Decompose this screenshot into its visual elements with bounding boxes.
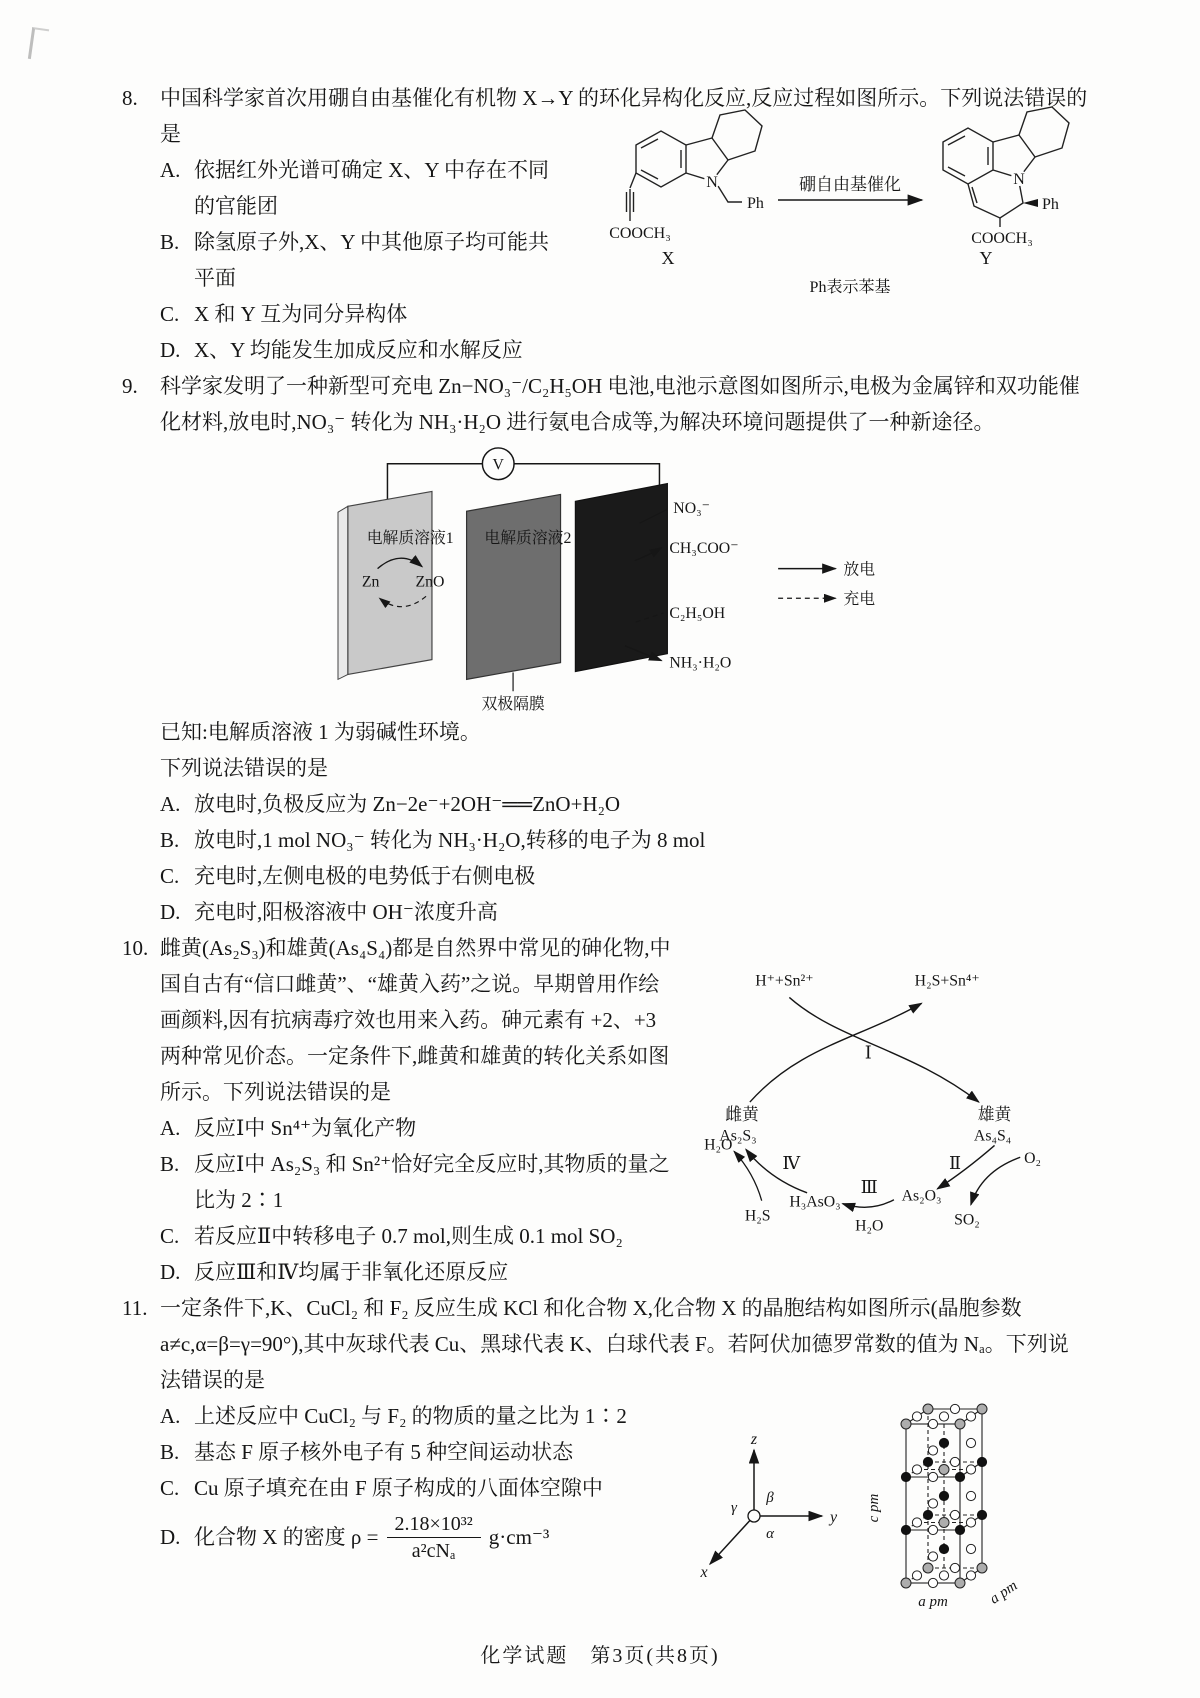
option-8a-label: A. — [160, 158, 181, 182]
option-11a-label: A. — [160, 1404, 181, 1428]
a-dimension-side-label: a pm — [987, 1577, 1021, 1608]
gamma-label: γ — [731, 1500, 737, 1516]
question-9-known: 已知:电解质溶液 1 为弱碱性环境。 — [160, 720, 481, 744]
option-10d-text: 反应Ⅲ和Ⅳ均属于非氧化还原反应 — [194, 1260, 509, 1284]
reaction-2-label: Ⅱ — [949, 1153, 962, 1174]
zno-label: ZnO — [415, 573, 445, 591]
option-9a-label: A. — [160, 792, 181, 816]
option-11c-label: C. — [160, 1476, 180, 1500]
alpha-label: α — [766, 1526, 774, 1542]
molecule-y-caption: Y — [979, 248, 993, 268]
option-9b — [122, 822, 1088, 858]
question-9-stem — [122, 368, 1088, 440]
reaction-1-label: Ⅰ — [864, 1042, 872, 1063]
h3aso3-label: H₃AsO₃ — [789, 1193, 841, 1211]
question-8-stem-text: 中国科学家首次用硼自由基催化有机物 X→Y 的环化异构化反应,反应过程如图所示。下列说法错误的是 — [160, 86, 1088, 146]
phenyl-note: Ph表示苯基 — [809, 279, 891, 296]
catalyst-label: 硼自由基催化 — [799, 175, 901, 194]
option-10b-label: B. — [160, 1152, 180, 1176]
option-10c-label: C. — [160, 1224, 180, 1248]
option-11d-prefix: 化合物 X 的密度 ρ = — [194, 1525, 379, 1549]
ethanol-label: C₂H₅OH — [669, 605, 726, 623]
o2-to-so2-curve — [971, 1157, 1020, 1204]
option-9d-text: 充电时,阳极溶液中 OH⁻浓度升高 — [194, 900, 498, 924]
product-h2s-sn4-label: H₂S+Sn⁴⁺ — [914, 972, 980, 990]
option-10d-label: D. — [160, 1260, 181, 1284]
question-10-number: 10. — [122, 936, 149, 960]
reactant-hsn2-label: H⁺+Sn²⁺ — [755, 972, 814, 990]
option-8b — [122, 224, 564, 296]
rxn3-arrow — [843, 1200, 894, 1208]
option-9a-text: 放电时,负极反应为 Zn−2e⁻+2OH⁻══ZnO+H₂O — [194, 792, 621, 816]
electrolyte1-label: 电解质溶液1 — [366, 529, 454, 547]
acetate-label: CH₃COO⁻ — [669, 539, 739, 557]
option-10d — [122, 1254, 1088, 1290]
no3-label: NO₃⁻ — [673, 500, 711, 518]
x-axis-label: x — [700, 1564, 708, 1581]
question-11-number: 11. — [122, 1296, 148, 1320]
h2o-mid-label: H₂O — [855, 1217, 884, 1235]
ammonia-label: NH₃·H₂O — [669, 654, 732, 672]
conversion-cycle-svg — [688, 956, 1088, 1252]
spacer — [730, 1149, 785, 1179]
option-11b — [122, 1434, 688, 1470]
zn-label: Zn — [361, 573, 380, 591]
rxn1-curve-down — [789, 997, 978, 1102]
electrolyte2-label: 电解质溶液2 — [484, 529, 572, 547]
orpiment-formula: As₂S₃ — [719, 1127, 757, 1145]
fraction-denominator: a²cNₐ — [411, 1539, 456, 1562]
option-9c — [122, 858, 1088, 894]
option-10b-text: 反应Ⅰ中 As₂S₃ 和 Sn²⁺恰好完全反应时,其物质的量之比为 2∶1 — [194, 1152, 670, 1212]
question-8-options — [122, 152, 564, 368]
molecule-x-caption: X — [661, 248, 675, 268]
y-ester-label: COOCH₃ — [971, 230, 1033, 247]
option-8d-label: D. — [160, 338, 181, 362]
zinc-electrode-side — [338, 506, 348, 679]
rxn1-curve-up — [750, 1003, 922, 1102]
question-8-number: 8. — [122, 86, 138, 110]
option-8c-label: C. — [160, 302, 180, 326]
option-10c-text: 若反应Ⅱ中转移电子 0.7 mol,则生成 0.1 mol SO₂ — [194, 1224, 623, 1248]
option-11b-text: 基态 F 原子核外电子有 5 种空间运动状态 — [194, 1440, 574, 1464]
wedge-bond — [1023, 199, 1038, 207]
orpiment-name: 雌黄 — [725, 1104, 759, 1124]
z-axis-label: z — [750, 1431, 758, 1448]
legend-charge-label: 充电 — [843, 591, 876, 609]
x-nitrogen-label: N — [706, 174, 718, 191]
question-10-stem-text: 雌黄(As₂S₃)和雄黄(As₄S₄)都是自然界中常见的砷化物,中国自古有“信口雌黄”、“雄黄入药”之说。早期曾用作绘画颜料,因有抗病毒疗效也用来入药。砷元素有 +2、+3 两种常见价态。一定条件下,雌黄和雄黄的转化关系如图所示。下列说法错误的是 — [160, 936, 671, 1104]
y-phenyl-label: Ph — [1042, 196, 1059, 213]
option-8d — [122, 332, 564, 368]
battery-figure — [290, 442, 930, 714]
option-11d-suffix: g·cm⁻³ — [488, 1525, 550, 1549]
axes-svg — [688, 1430, 838, 1580]
option-11a — [122, 1398, 688, 1434]
question-11-stem-text: 一定条件下,K、CuCl₂ 和 F₂ 反应生成 KCl 和化合物 X,化合物 X 的晶胞结构如图所示(晶胞参数 a≠c,α=β=γ=90°),其中灰球代表 Cu、黑球代表 K、白球代表 F。若阿伏加德罗常数的值为 Nₐ。下列说法错误的是 — [160, 1296, 1069, 1392]
question-9-number: 9. — [122, 374, 138, 398]
option-8b-text: 除氢原子外,X、Y 中其他原子均可能共平面 — [194, 230, 550, 290]
question-10 — [122, 930, 1088, 1290]
reaction-4-label: Ⅳ — [782, 1153, 801, 1174]
option-8c-text: X 和 Y 互为同分异构体 — [194, 302, 408, 326]
reaction-3-label: Ⅲ — [860, 1176, 878, 1197]
x-ester-label: COOCH₃ — [609, 225, 671, 242]
legend-discharge-label: 放电 — [843, 561, 876, 579]
page-footer: 化学试题 第3页(共8页) — [480, 1645, 720, 1667]
option-10a-text: 反应Ⅰ中 Sn⁴⁺为氧化产物 — [194, 1116, 417, 1140]
so2-label: SO₂ — [954, 1211, 980, 1229]
option-9c-text: 充电时,左侧电极的电势低于右侧电极 — [194, 864, 536, 888]
option-11c — [122, 1470, 688, 1506]
catalyst-electrode — [575, 484, 667, 672]
unit-cell-svg — [864, 1368, 1039, 1618]
option-8a — [122, 152, 564, 224]
reaction-scheme-figure — [606, 102, 1098, 310]
option-8d-text: X、Y 均能发生加成反应和水解反应 — [194, 338, 523, 362]
option-8c — [122, 296, 564, 332]
crystal-figure — [688, 1368, 1088, 1618]
option-9c-label: C. — [160, 864, 180, 888]
h2s-input-curve — [734, 1151, 762, 1200]
question-9 — [122, 368, 1088, 930]
option-11b-label: B. — [160, 1440, 180, 1464]
option-11a-text: 上述反应中 CuCl₂ 与 F₂ 的物质的量之比为 1∶2 — [194, 1404, 627, 1428]
density-fraction — [387, 1512, 481, 1563]
question-9-prompt: 下列说法错误的是 — [160, 756, 328, 780]
option-9a — [122, 786, 1088, 822]
option-11c-text: Cu 原子填充在由 F 原子构成的八面体空隙中 — [194, 1476, 603, 1500]
conversion-cycle-figure — [688, 956, 1088, 1252]
option-9d-label: D. — [160, 900, 181, 924]
y-axis-label: y — [830, 1509, 838, 1526]
option-8b-label: B. — [160, 230, 180, 254]
molecule-y — [943, 107, 1069, 268]
question-9-options — [122, 786, 1088, 930]
question-11-options — [122, 1398, 688, 1618]
x-phenyl-label: Ph — [747, 195, 764, 212]
origin-circle — [748, 1510, 760, 1522]
option-9b-text: 放电时,1 mol NO₃⁻ 转化为 NH₃·H₂O,转移的电子为 8 mol — [194, 828, 706, 852]
beta-label: β — [766, 1490, 774, 1506]
y-nitrogen-label: N — [1013, 171, 1025, 188]
x-axis — [710, 1516, 754, 1564]
realgar-name: 雄黄 — [977, 1104, 1012, 1124]
fraction-numerator: 2.18×10³² — [387, 1512, 481, 1538]
voltmeter-label: V — [492, 456, 504, 474]
h2s-label: H₂S — [744, 1207, 771, 1225]
realgar-formula: As₄S₄ — [973, 1127, 1012, 1145]
option-9d — [122, 894, 1088, 930]
option-11d-label: D. — [160, 1525, 181, 1549]
as2o3-label: As₂O₃ — [901, 1187, 942, 1205]
h2o-left-label: H₂O — [704, 1136, 733, 1154]
question-8 — [122, 80, 1088, 368]
question-9-stem-text: 科学家发明了一种新型可充电 Zn−NO₃⁻/C₂H₅OH 电池,电池示意图如图所示,电极为金属锌和双功能催化材料,放电时,NO₃⁻ 转化为 NH₃·H₂O 进行氨电合成等,为解决环境问题提供了一种新途径。 — [160, 374, 1080, 434]
reaction-scheme-svg — [606, 102, 1098, 310]
membrane-label: 双极隔膜 — [481, 696, 545, 714]
rxn2-curve — [937, 1145, 994, 1188]
molecule-x — [627, 110, 763, 221]
a-dimension-label: a pm — [918, 1594, 948, 1610]
option-8a-text: 依据红外光谱可确定 X、Y 中存在不同的官能团 — [194, 158, 550, 218]
bipolar-membrane-plate — [467, 494, 561, 679]
o2-label: O₂ — [1024, 1150, 1042, 1168]
question-11 — [122, 1290, 1088, 1618]
option-10a-label: A. — [160, 1116, 181, 1140]
option-9b-label: B. — [160, 828, 180, 852]
battery-svg — [290, 442, 930, 714]
option-11d — [122, 1506, 688, 1568]
c-dimension-label: c pm — [866, 1493, 882, 1523]
